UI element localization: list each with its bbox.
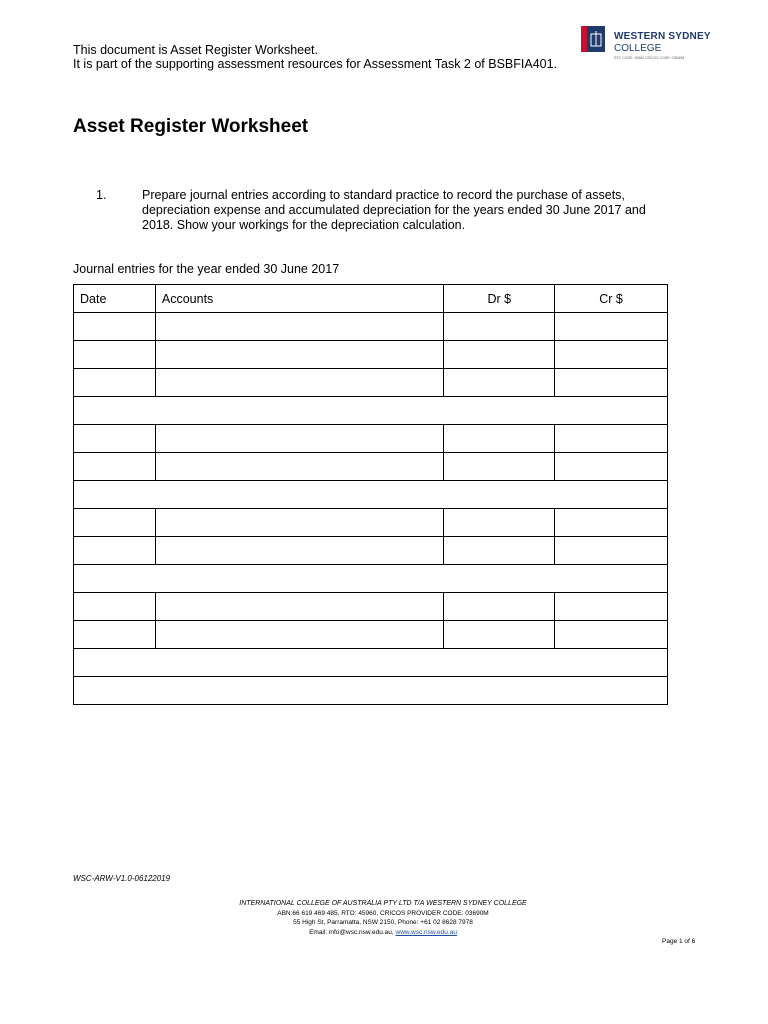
footer-abn: ABN:66 619 469 485, RTO: 45960, CRICOS PROVIDER CODE: 03690M	[277, 909, 489, 917]
credit-cell[interactable]	[555, 453, 668, 481]
footer-email: Email: info@wsc.nsw.edu.au,	[309, 928, 394, 936]
date-cell[interactable]	[74, 593, 156, 621]
table-row	[74, 425, 668, 453]
logo-emblem-icon	[581, 26, 605, 52]
page-number: Page 1 of 6	[662, 938, 696, 945]
table-narration-row	[74, 481, 668, 509]
header-date: Date	[74, 285, 156, 313]
credit-cell[interactable]	[555, 621, 668, 649]
accounts-cell[interactable]	[155, 313, 443, 341]
header-credit: Cr $	[555, 285, 668, 313]
table-header-row	[74, 285, 668, 313]
debit-cell[interactable]	[444, 621, 555, 649]
date-cell[interactable]	[74, 313, 156, 341]
debit-cell[interactable]	[444, 537, 555, 565]
narration-cell[interactable]	[74, 565, 668, 593]
table-row	[74, 313, 668, 341]
header-debit: Dr $	[444, 285, 555, 313]
footer-org-name: INTERNATIONAL COLLEGE OF AUSTRALIA PTY LTD T/A WESTERN SYDNEY COLLEGE	[239, 900, 527, 907]
accounts-cell[interactable]	[155, 453, 443, 481]
accounts-cell[interactable]	[155, 621, 443, 649]
logo-tagline: RTO CODE: 45960 CRICOS CODE: 03690M	[614, 56, 685, 60]
credit-cell[interactable]	[555, 593, 668, 621]
narration-cell[interactable]	[74, 481, 668, 509]
debit-cell[interactable]	[444, 509, 555, 537]
logo-crest-icon	[581, 26, 605, 52]
date-cell[interactable]	[74, 509, 156, 537]
page-footer	[73, 899, 693, 937]
table-row	[74, 509, 668, 537]
header-accounts: Accounts	[155, 285, 443, 313]
table-narration-row	[74, 677, 668, 705]
accounts-cell[interactable]	[155, 425, 443, 453]
date-cell[interactable]	[74, 537, 156, 565]
question-text: Prepare journal entries according to standard practice to record the purchase of assets, depreciation expense and accumulated depreciation for the years ended 30 June 2017 and 2018. Show your workings for the depreciation calculation.	[142, 188, 646, 232]
intro-line-2: It is part of the supporting assessment resources for Assessment Task 2 of BSBFIA401.	[73, 57, 558, 71]
credit-cell[interactable]	[555, 341, 668, 369]
logo-name-line-2: COLLEGE	[614, 43, 662, 54]
credit-cell[interactable]	[555, 509, 668, 537]
footer-website-link[interactable]: www.wsc.nsw.edu.au	[395, 928, 457, 936]
accounts-cell[interactable]	[155, 369, 443, 397]
table-caption: Journal entries for the year ended 30 June 2017	[73, 262, 340, 276]
document-intro	[73, 43, 557, 71]
table-row	[74, 621, 668, 649]
accounts-cell[interactable]	[155, 509, 443, 537]
page-title: Asset Register Worksheet	[73, 116, 309, 137]
journal-table	[73, 284, 668, 705]
narration-cell[interactable]	[74, 677, 668, 705]
debit-cell[interactable]	[444, 313, 555, 341]
logo-name-line-1: WESTERN SYDNEY	[614, 31, 711, 42]
accounts-cell[interactable]	[155, 537, 443, 565]
table-narration-row	[74, 397, 668, 425]
date-cell[interactable]	[74, 621, 156, 649]
narration-cell[interactable]	[74, 397, 668, 425]
table-narration-row	[74, 649, 668, 677]
date-cell[interactable]	[74, 453, 156, 481]
accounts-cell[interactable]	[155, 593, 443, 621]
credit-cell[interactable]	[555, 313, 668, 341]
college-logo	[581, 26, 711, 62]
document-reference: WSC-ARW-V1.0-06122019	[73, 874, 171, 883]
question-number: 1.	[96, 188, 107, 202]
debit-cell[interactable]	[444, 593, 555, 621]
table-row	[74, 453, 668, 481]
footer-address: 55 High St, Parramatta, NSW 2150, Phone: +61 02 8628 7978	[293, 919, 473, 926]
table-row	[74, 537, 668, 565]
credit-cell[interactable]	[555, 425, 668, 453]
debit-cell[interactable]	[444, 341, 555, 369]
debit-cell[interactable]	[444, 453, 555, 481]
credit-cell[interactable]	[555, 369, 668, 397]
accounts-cell[interactable]	[155, 341, 443, 369]
date-cell[interactable]	[74, 341, 156, 369]
table-narration-row	[74, 565, 668, 593]
table-row	[74, 369, 668, 397]
table-row	[74, 341, 668, 369]
debit-cell[interactable]	[444, 369, 555, 397]
date-cell[interactable]	[74, 369, 156, 397]
footer-contact	[73, 928, 693, 938]
credit-cell[interactable]	[555, 537, 668, 565]
date-cell[interactable]	[74, 425, 156, 453]
narration-cell[interactable]	[74, 649, 668, 677]
debit-cell[interactable]	[444, 425, 555, 453]
intro-line-1: This document is Asset Register Worksheet.	[73, 43, 319, 57]
table-row	[74, 593, 668, 621]
